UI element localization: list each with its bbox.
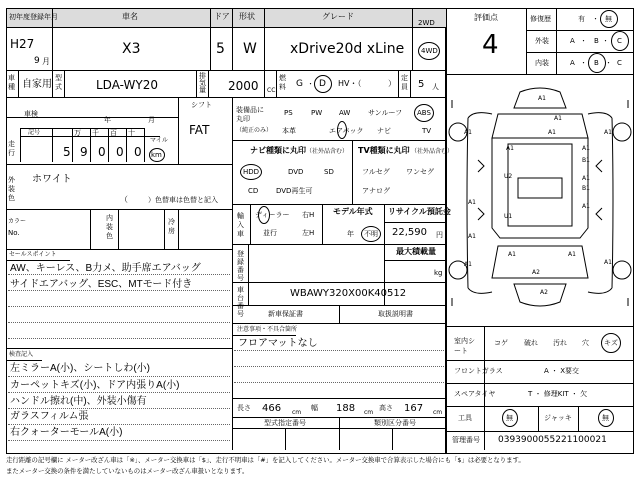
diagram-label: A1 xyxy=(538,95,546,102)
notes-title: 注意事項・不具合箇所 xyxy=(237,326,298,333)
interior-label: 内装色 xyxy=(106,214,113,240)
diagram-label: A1 xyxy=(554,115,562,122)
mileage-digit: 0 xyxy=(116,145,124,159)
equip-pw: PW xyxy=(311,109,323,117)
inspection-year: 年 xyxy=(104,116,111,124)
inspection-line: 左ミラーA(小)、シートしわ(小) xyxy=(10,363,150,374)
drive-2wd: 2WD xyxy=(418,19,435,27)
equip-abs: ABS xyxy=(417,109,431,117)
width-unit: cm xyxy=(364,409,374,416)
equipment-sub: （純正のみ） xyxy=(236,127,273,134)
tv-oneseg: ワンセグ xyxy=(406,168,434,176)
notes-text: フロアマットなし xyxy=(238,338,318,349)
usage-label: 車種 xyxy=(8,74,15,91)
selling-points-title: セールスポイント xyxy=(9,251,57,258)
spare-value: T ・ 修理KIT ・ 欠 xyxy=(528,390,588,398)
equipment-label: 装備品に丸印 xyxy=(236,106,264,123)
equip-aw: AW xyxy=(339,109,351,117)
mileage-digit: 9 xyxy=(80,145,88,159)
no-label: No. xyxy=(8,229,20,237)
inspection-line: ハンドル擦れ(中)、外装小傷有 xyxy=(10,396,147,407)
km-unit: km xyxy=(151,151,162,159)
diagram-label: U1 xyxy=(504,213,513,220)
repair-yes: 有 xyxy=(578,15,585,23)
footer-line-1: 走行距離の記号欄に メーター改ざん車は「※」、メーター交換車は「$」、走行不明車は「#」を記入してください。メーター交換車で合算表示した場合にも「$」は必要となります。 xyxy=(6,456,525,464)
footer-line-2: またメーター交換の条件を満たしていないものはメーター改ざん車扱いとなります。 xyxy=(6,467,249,475)
tools-value: 無 xyxy=(506,414,513,422)
mileage-digit: 5 xyxy=(63,145,71,159)
diagram-label: A2 xyxy=(540,289,548,296)
seat-hole: 穴 xyxy=(582,339,589,347)
inspection-label: 車検 xyxy=(24,110,38,118)
chassis-label: 車台番号 xyxy=(237,286,244,318)
navi-dvd: DVD xyxy=(288,168,304,176)
height-label: 高さ xyxy=(379,404,393,412)
seat-scratch: キズ xyxy=(604,339,618,347)
inspection-line: カーペットキズ(小)、ドア内張りA(小) xyxy=(10,380,180,391)
jack-value: 無 xyxy=(602,414,609,422)
new-car-warranty: 新車保証書 xyxy=(268,310,303,318)
capacity: 5 xyxy=(418,79,425,90)
length-label: 長さ xyxy=(237,404,251,412)
diagram-label: A1 xyxy=(468,233,476,240)
glass-label: フロントガラス xyxy=(454,367,503,375)
aircon-label: 冷房 xyxy=(168,218,175,235)
chassis-number: WBAWY320X00K40512 xyxy=(290,288,407,299)
fuel-g: G xyxy=(296,79,303,89)
navi-dvd-play: DVD再生可 xyxy=(276,187,313,195)
import-parallel: 並行 xyxy=(263,229,277,237)
width-label: 幅 xyxy=(311,404,318,412)
model-year-unknown: 不明 xyxy=(364,230,378,238)
spare-label: スペアタイヤ xyxy=(454,390,496,398)
reg-date-label: 初年度登録年月 xyxy=(9,13,58,21)
drive-4wd: 4WD xyxy=(421,47,438,55)
jack-label: ジャッキ xyxy=(544,414,572,422)
tv-analog: アナログ xyxy=(362,187,390,195)
diagram-label: U2 xyxy=(504,173,513,180)
exterior-label: 外装色 xyxy=(8,176,15,202)
displacement: 2000 xyxy=(228,79,259,93)
inspection-month: 月 xyxy=(148,116,155,124)
displacement-label: 排気量 xyxy=(199,72,206,94)
ext-grade-b: B xyxy=(594,37,599,45)
int-grade-b: B xyxy=(594,59,599,67)
inspection-notes-title: 検査記入 xyxy=(9,351,34,358)
navi-sub: （社外品含む） xyxy=(306,148,349,155)
exterior-note: ）色替車は色替と記入 xyxy=(148,196,218,204)
diagram-label: B1 xyxy=(582,157,590,164)
fuel-hv-close: ） xyxy=(388,79,396,88)
diagram-label: A1 xyxy=(506,145,514,152)
navi-title: ナビ種類に丸印 xyxy=(250,146,306,155)
grade-label: グレード xyxy=(322,12,354,21)
diagram-label: A2 xyxy=(532,269,540,276)
type-designation-label: 型式指定番号 xyxy=(264,419,306,427)
import-dealer: ディーラー xyxy=(255,211,290,219)
grade: xDrive20d xLine xyxy=(290,41,405,57)
mileage-digit: 0 xyxy=(134,145,142,159)
int-grade-a: A xyxy=(570,59,575,67)
diagram-label: A1 xyxy=(464,261,472,268)
tools-label: 工具 xyxy=(458,414,472,422)
diagram-label: A1 xyxy=(604,259,612,266)
shape-label: 形状 xyxy=(239,12,255,21)
glass-value: A ・ X要交 xyxy=(544,367,580,375)
ext-grade-a: A xyxy=(570,37,575,45)
seat-burn: コゲ xyxy=(494,339,508,347)
fuel-label: 燃料 xyxy=(279,74,286,91)
navi-hdd: HDD xyxy=(243,168,260,176)
navi-sd: SD xyxy=(324,168,334,176)
int-grade-c: C xyxy=(617,59,622,67)
ext-grade-c: C xyxy=(617,37,622,45)
diagram-label: A1 xyxy=(468,199,476,206)
tv-sub: （社外品含む） xyxy=(411,148,454,155)
score-label: 評価点 xyxy=(474,13,498,22)
diagram-label: A1 xyxy=(508,251,516,258)
inspection-line: 右クォーターモールA(小) xyxy=(10,427,123,438)
equip-leather: 本革 xyxy=(282,127,296,135)
mileage-digit: 0 xyxy=(98,145,106,159)
diagram-label: A1 xyxy=(582,203,590,210)
length-unit: cm xyxy=(292,409,302,416)
mgmt-label: 管理番号 xyxy=(452,436,480,444)
inspection-line: ガラスフィルム張 xyxy=(10,411,89,422)
equip-ps: PS xyxy=(284,109,293,117)
length: 466 xyxy=(262,403,282,414)
shift-label: シフト xyxy=(191,101,212,109)
reg-year: H27 xyxy=(10,37,35,51)
int-label: 内装 xyxy=(535,59,549,67)
doors: 5 xyxy=(216,41,225,57)
selling-point-line: サイドエアバッグ、ESC、MTモード付き xyxy=(10,279,193,290)
seat-stain: 汚れ xyxy=(553,339,567,347)
usage: 自家用 xyxy=(22,79,52,90)
reg-no-label: 登録番号 xyxy=(237,250,244,282)
model: LDA-WY20 xyxy=(96,78,158,92)
diagram-label: A1 xyxy=(582,145,590,152)
width: 188 xyxy=(336,403,356,414)
color-no-label: カラー xyxy=(8,218,27,225)
ext-label: 外装 xyxy=(535,37,549,45)
tv-title: TV種類に丸印 xyxy=(358,146,410,155)
diagram-label: A1 xyxy=(464,129,472,136)
left-hand: 左H xyxy=(302,229,315,237)
seat-tear: 破れ xyxy=(524,339,538,347)
model-label: 型式 xyxy=(55,74,62,91)
diagram-label: A1 xyxy=(548,129,556,136)
shape: W xyxy=(243,41,257,57)
reg-month-unit: 月 xyxy=(42,57,50,66)
repair-no: 無 xyxy=(605,15,612,23)
diagram-label: B1 xyxy=(582,185,590,192)
manual-label: 取扱説明書 xyxy=(378,310,413,318)
max-load-kg: kg xyxy=(434,269,443,277)
door-label: ドア xyxy=(214,12,230,21)
right-hand: 右H xyxy=(302,211,315,219)
fuel-hv: HV・（ xyxy=(338,79,362,88)
record-label: 記号 xyxy=(28,129,41,136)
max-load-label: 最大積載量 xyxy=(396,247,436,256)
shift: FAT xyxy=(189,123,210,137)
score: 4 xyxy=(482,30,499,60)
diagram-label: A1 xyxy=(582,175,590,182)
car-name-label: 車名 xyxy=(122,12,138,21)
class-number-label: 類別区分番号 xyxy=(374,419,416,427)
cc-unit: CC xyxy=(267,87,276,94)
mileage-label: 走行 xyxy=(8,140,15,157)
mgmt-value: 0393900055221100021 xyxy=(498,435,607,445)
seat-label: 室内シート xyxy=(454,337,475,355)
recycle-yen: 円 xyxy=(436,231,443,239)
recycle-label: リサイクル預託金 xyxy=(388,207,451,216)
import-label: 輸入車 xyxy=(237,212,244,238)
equip-airbag: エアバック xyxy=(329,127,364,135)
diagram-label: A1 xyxy=(604,129,612,136)
model-year-year: 年 xyxy=(347,230,354,238)
car-damage-diagram xyxy=(448,78,632,322)
exterior-color: ホワイト xyxy=(32,174,72,185)
mile-unit: マイル xyxy=(150,137,168,144)
capacity-unit: 人 xyxy=(432,83,439,91)
tv-fullseg: フルセグ xyxy=(362,168,390,176)
equip-tv: TV xyxy=(422,127,432,135)
recycle-value: 22,590 xyxy=(392,227,427,238)
capacity-label: 定員 xyxy=(401,74,408,91)
exterior-note-paren: （ xyxy=(120,195,128,204)
car-name: X3 xyxy=(122,41,141,57)
navi-cd: CD xyxy=(248,187,259,195)
height-unit: cm xyxy=(433,409,443,416)
diagram-label: A1 xyxy=(568,251,576,258)
fuel-d: D xyxy=(319,79,326,89)
repair-label: 修復歴 xyxy=(530,15,551,23)
height: 167 xyxy=(404,403,424,414)
selling-point-line: AW、キーレス、B力メ、助手席エアバッグ xyxy=(10,263,201,274)
equip-navi: ナビ xyxy=(377,127,391,135)
equip-sunroof: サンルーフ xyxy=(368,109,403,117)
reg-month: 9 xyxy=(34,56,40,66)
model-year-label: モデル年式 xyxy=(333,207,373,216)
